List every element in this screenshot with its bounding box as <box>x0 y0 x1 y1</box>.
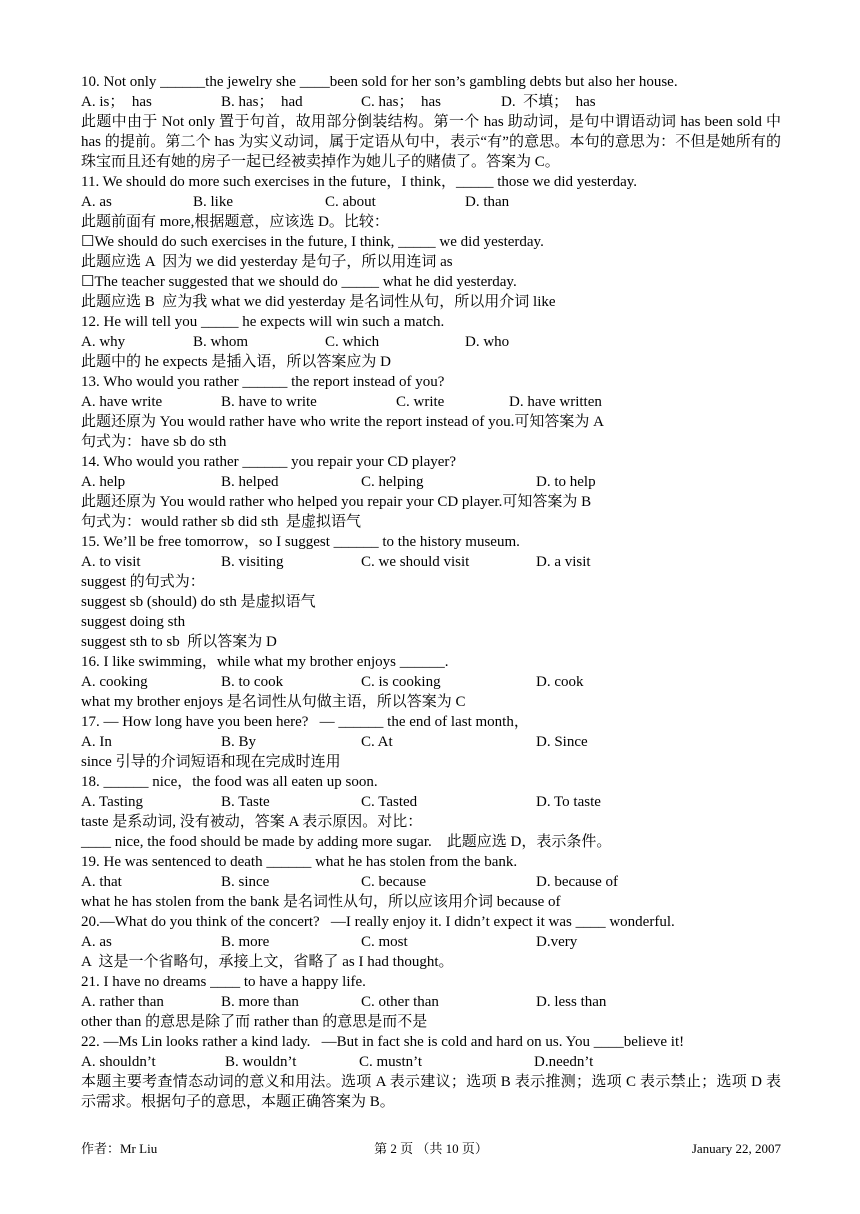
answer-option: D. to help <box>536 474 596 490</box>
answer-option: D. because of <box>536 874 619 890</box>
text-line: what he has stolen from the bank 是名词性从句，所以应该用介词 because of <box>81 894 561 910</box>
answer-option: B. since <box>221 874 270 890</box>
answer-options <box>81 392 781 412</box>
answer-option: B. wouldn’t <box>225 1054 297 1070</box>
answer-option: B. like <box>193 194 233 210</box>
text-line: 11. We should do more such exercises in the future，I think，_____ those we did yesterday. <box>81 174 638 190</box>
answer-option: D. a visit <box>536 554 591 570</box>
text-line: suggest sb (should) do sth 是虚拟语气 <box>81 594 316 610</box>
answer-option: A. as <box>81 194 112 210</box>
answer-options <box>81 92 781 112</box>
answer-option: C. mustn’t <box>359 1054 423 1070</box>
answer-option: A. why <box>81 334 126 350</box>
text-line: what my brother enjoys 是名词性从句做主语，所以答案为 C <box>81 694 466 710</box>
explanation-paragraph: 此题中由于 Not only 置于句首，故用部分倒装结构。第一个 has 助动词，是句中谓语动词 has been sold 中 has 的提前。第二个 has 为实义动词，属于定语从句中，表示“有”的意思。本句的意思为：不但是她所有的珠宝而且还有她的房子一起已经被卖掉作为她儿子的赌债了。答案为 C。 <box>81 114 781 170</box>
text-line: suggest doing sth <box>81 614 186 630</box>
answer-option: A. have write <box>81 394 163 410</box>
answer-option: D. Since <box>536 734 588 750</box>
footer-page-number: 第 2 页 （共 10 页） <box>374 1141 488 1156</box>
text-line: 10. Not only ______the jewelry she ____been sold for her son’s gambling debts but also her house. <box>81 74 678 90</box>
text-line: 20.—What do you think of the concert? —I really enjoy it. I didn’t expect it was ____ wonderful. <box>81 914 675 930</box>
answer-option: B. whom <box>193 334 249 350</box>
answer-option: A. to visit <box>81 554 141 570</box>
answer-option: B. visiting <box>221 554 284 570</box>
answer-option: D. who <box>465 334 510 350</box>
text-line: 此题中的 he expects 是插入语，所以答案应为 D <box>81 354 391 370</box>
text-line: 此题应选 A 因为 we did yesterday 是句子，所以用连词 as <box>81 254 453 270</box>
text-line: 19. He was sentenced to death ______ what he has stolen from the bank. <box>81 854 518 870</box>
answer-option: B. more than <box>221 994 299 1010</box>
answer-option: C. is cooking <box>361 674 441 690</box>
answer-options <box>81 792 781 812</box>
text-line: 句式为：would rather sb did sth 是虚拟语气 <box>81 514 361 530</box>
footer-date: January 22, 2007 <box>691 1141 781 1156</box>
answer-option: C. which <box>325 334 380 350</box>
text-line: other than 的意思是除了而 rather than 的意思是而不是 <box>81 1014 428 1030</box>
answer-option: C. most <box>361 934 408 950</box>
answer-option: D.needn’t <box>534 1054 594 1070</box>
answer-option: B. Taste <box>221 794 270 810</box>
explanation-paragraph: 本题主要考查情态动词的意义和用法。选项 A 表示建议；选项 B 表示推测；选项 C 表示禁止；选项 D 表示需求。根据句子的意思，本题正确答案为 B。 <box>81 1074 781 1110</box>
text-line: A 这是一个省略句，承接上文，省略了 as I had thought。 <box>81 954 454 970</box>
text-line: 句式为：have sb do sth <box>81 434 227 450</box>
answer-option: D. less than <box>536 994 607 1010</box>
answer-option: A. as <box>81 934 112 950</box>
text-line: 16. I like swimming，while what my brother enjoys ______. <box>81 654 449 670</box>
answer-option: C. because <box>361 874 426 890</box>
text-line: suggest 的句式为： <box>81 574 205 590</box>
answer-option: A. In <box>81 734 112 750</box>
text-line: 22. —Ms Lin looks rather a kind lady. —But in fact she is cold and hard on us. You ____believe it! <box>81 1034 685 1050</box>
answer-option: C. write <box>396 394 445 410</box>
text-line: 此题应选 B 应为我 what we did yesterday 是名词性从句，所以用介词 like <box>81 294 556 310</box>
text-line: 15. We’ll be free tomorrow，so I suggest ______ to the history museum. <box>81 534 520 550</box>
answer-option: A. shouldn’t <box>81 1054 156 1070</box>
answer-options <box>81 332 781 352</box>
text-line: 12. He will tell you _____ he expects will win such a match. <box>81 314 445 330</box>
answer-option: B. more <box>221 934 270 950</box>
answer-option: D. cook <box>536 674 584 690</box>
answer-options <box>81 672 781 692</box>
answer-option: B. to cook <box>221 674 284 690</box>
answer-option: C. other than <box>361 994 439 1010</box>
text-line: 17. — How long have you been here? — ______ the end of last month， <box>81 714 529 730</box>
text-line: ____ nice, the food should be made by adding more sugar. 此题应选 D，表示条件。 <box>81 834 612 850</box>
answer-option: A. help <box>81 474 126 490</box>
answer-option: A. that <box>81 874 122 890</box>
page-footer <box>81 1139 781 1159</box>
answer-option: B. have to write <box>221 394 317 410</box>
answer-options <box>81 732 781 752</box>
answer-options <box>81 932 781 952</box>
answer-option: D. than <box>465 194 510 210</box>
answer-options <box>81 472 781 492</box>
answer-options <box>81 992 781 1012</box>
answer-option: C. we should visit <box>361 554 470 570</box>
answer-option: D. 不填； has <box>501 94 596 110</box>
text-line: 18. ______ nice，the food was all eaten up soon. <box>81 774 378 790</box>
answer-option: A. rather than <box>81 994 164 1010</box>
text-line: 此题还原为 You would rather have who write the report instead of you.可知答案为 A <box>81 414 604 430</box>
answer-options <box>81 1052 781 1072</box>
text-line: ☐We should do such exercises in the future, I think, _____ we did yesterday. <box>81 234 544 250</box>
answer-option: C. has； has <box>361 94 441 110</box>
answer-option: D. To taste <box>536 794 601 810</box>
answer-option: C. about <box>325 194 376 210</box>
text-line: suggest sth to sb 所以答案为 D <box>81 634 277 650</box>
text-line: 13. Who would you rather ______ the report instead of you? <box>81 374 445 390</box>
text-line: 此题还原为 You would rather who helped you repair your CD player.可知答案为 B <box>81 494 592 510</box>
answer-option: B. has； had <box>221 94 303 110</box>
answer-option: C. At <box>361 734 393 750</box>
text-line: 14. Who would you rather ______ you repair your CD player? <box>81 454 457 470</box>
document-body <box>81 72 781 1112</box>
answer-option: A. cooking <box>81 674 148 690</box>
text-line: since 引导的介词短语和现在完成时连用 <box>81 754 341 770</box>
answer-option: C. Tasted <box>361 794 418 810</box>
footer-author: 作者：Mr Liu <box>81 1141 158 1156</box>
text-line: 此题前面有 more,根据题意，应该选 D。比较： <box>81 214 389 230</box>
text-line: 21. I have no dreams ____ to have a happy life. <box>81 974 366 990</box>
answer-options <box>81 872 781 892</box>
answer-option: D. have written <box>509 394 602 410</box>
answer-options <box>81 192 781 212</box>
text-line: ☐The teacher suggested that we should do _____ what he did yesterday. <box>81 274 517 290</box>
answer-options <box>81 552 781 572</box>
answer-option: D.very <box>536 934 578 950</box>
answer-option: B. By <box>221 734 257 750</box>
text-line: taste 是系动词, 没有被动，答案 A 表示原因。对比： <box>81 814 423 830</box>
answer-option: A. Tasting <box>81 794 144 810</box>
answer-option: B. helped <box>221 474 279 490</box>
answer-option: A. is； has <box>81 94 152 110</box>
answer-option: C. helping <box>361 474 424 490</box>
